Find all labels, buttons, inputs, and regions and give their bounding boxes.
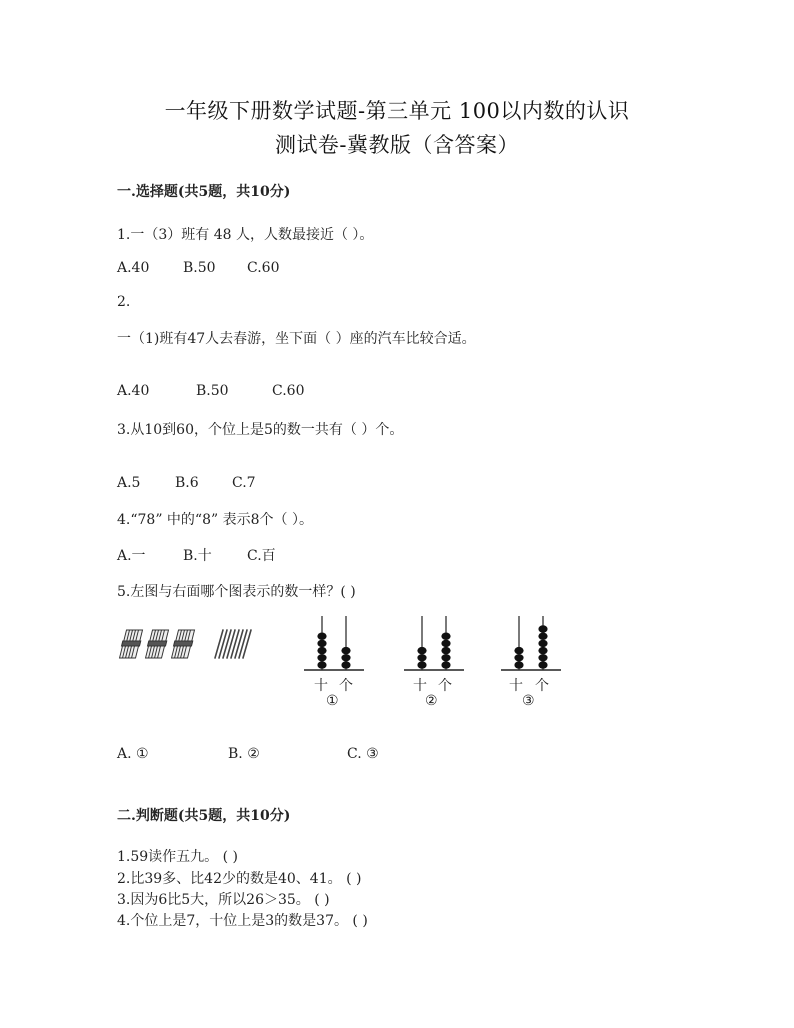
abacus-tens-bead [514,661,523,668]
stick-bundle-1 [119,630,144,658]
abacus-ones-bead [441,661,450,668]
abacus-ones-bead [441,654,450,661]
abacus-2-ones-label: 个 [438,678,452,694]
page-title-line-2: 测试卷-冀教版（含答案） [274,133,520,157]
sticks-picture [115,624,255,664]
loose-sticks [215,630,251,658]
abacus-ones-bead [538,661,547,668]
judge-item-3: 3.因为6比5大，所以26＞35。 ( ) [117,892,330,908]
abacus-3 [500,612,564,674]
question-1-option-c: C.60 [247,260,280,276]
abacus-ones-bead [538,654,547,661]
question-5-option-c: C. ③ [347,746,379,762]
abacus-ones-bead [538,625,547,632]
abacus-tens-bead [417,654,426,661]
abacus-tens-bead [317,661,326,668]
abacus-tens-bead [417,647,426,654]
abacus-tens-bead [317,647,326,654]
abacus-3-tens-label: 十 [509,678,523,694]
abacus-3-ones-label: 个 [535,678,549,694]
judge-item-4: 4.个位上是7，十位上是3的数是37。 ( ) [117,913,368,929]
question-5-option-a: A. ① [117,746,149,762]
section-2-title: 二.判断题(共5题，共10分) [117,808,291,824]
abacus-ones-bead [441,633,450,640]
abacus-1-tens-label: 十 [314,678,328,694]
abacus-ones-bead [341,647,350,654]
abacus-1 [303,612,367,674]
question-5-text: 5.左图与右面哪个图表示的数一样？( ) [117,584,356,600]
question-2-number: 2. [117,294,131,310]
abacus-ones-bead [341,654,350,661]
question-2-option-a: A.40 [117,383,150,399]
abacus-ones-bead [441,647,450,654]
abacus-ones-bead [341,661,350,668]
judge-item-2: 2.比39多、比42少的数是40、41。 ( ) [117,871,362,887]
abacus-ones-bead [538,633,547,640]
question-2-option-c: C.60 [272,383,305,399]
section-1-title: 一.选择题(共5题，共10分) [117,184,291,200]
question-5-option-b: B. ② [228,746,260,762]
question-4-option-a: A.一 [117,548,146,564]
question-1-option-b: B.50 [183,260,216,276]
question-2-text: 一（1)班有47人去春游，坐下面（ ）座的汽车比较合适。 [117,331,476,347]
question-3-option-c: C.7 [232,475,256,491]
abacus-tens-bead [317,640,326,647]
judge-item-1: 1.59读作五九。 ( ) [117,849,238,865]
abacus-tens-bead [417,661,426,668]
question-3-text: 3.从10到60，个位上是5的数一共有（ ）个。 [117,422,404,438]
question-4-option-c: C.百 [247,548,276,564]
stick-bundle-2 [145,630,170,658]
question-3-option-b: B.6 [175,475,199,491]
question-1-option-a: A.40 [117,260,150,276]
abacus-tens-bead [514,647,523,654]
abacus-2-number-label: ② [425,693,438,709]
abacus-tens-bead [317,633,326,640]
question-4-option-b: B.十 [183,548,212,564]
question-1-text: 1.一（3）班有 48 人，人数最接近（ ）。 [117,227,374,243]
abacus-3-number-label: ③ [522,693,535,709]
abacus-ones-bead [538,647,547,654]
abacus-ones-bead [441,640,450,647]
stick-bundle-3 [171,630,196,658]
page-title-line-1: 一年级下册数学试题-第三单元 100以内数的认识 [164,99,630,123]
question-3-option-a: A.5 [117,475,141,491]
abacus-2 [403,612,467,674]
abacus-ones-bead [538,640,547,647]
abacus-1-number-label: ① [326,693,339,709]
abacus-tens-bead [317,654,326,661]
question-2-option-b: B.50 [196,383,229,399]
abacus-tens-bead [514,654,523,661]
abacus-1-ones-label: 个 [339,678,353,694]
abacus-2-tens-label: 十 [413,678,427,694]
question-4-text: 4.“78” 中的“8” 表示8个（ ）。 [117,512,313,528]
